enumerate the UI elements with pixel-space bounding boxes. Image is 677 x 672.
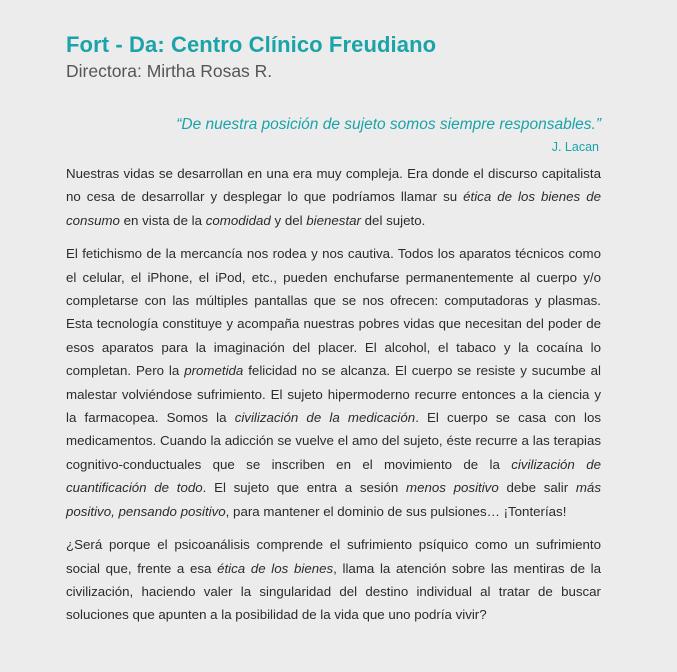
italic-span: comodidad [205, 212, 271, 228]
director-subtitle: Directora: Mirtha Rosas R. [66, 61, 273, 81]
text-span: debe salir [498, 480, 576, 496]
page-title: Fort - Da: Centro Clínico Freudiano [66, 32, 437, 57]
italic-span: civilización de la medicación [234, 410, 416, 426]
italic-span: ética de los bienes de consumo [66, 189, 601, 228]
text-span: Nuestras vidas se desarrollan en una era muy compleja. Era donde el discurso capitalista no cesa de desarrollar y desplegar lo que podríamos llamar su [66, 166, 601, 205]
article-body [66, 162, 601, 637]
text-span: del sujeto. [360, 212, 426, 228]
text-span: . El sujeto que entra a sesión [202, 480, 407, 496]
italic-span: menos positivo [406, 480, 499, 496]
italic-span: bienestar [306, 212, 361, 228]
paragraph-2 [66, 242, 601, 523]
text-span: ¿Será porque el psicoanálisis comprende el sufrimiento psíquico como un sufrimiento social que, frente a esa [66, 537, 601, 576]
text-span: , llama la atención sobre las mentiras de la civilización, haciendo valer la singularidad del destino individual al tratar de buscar soluciones que apunten a la posibilidad de la vida que uno podría vivir? [66, 560, 601, 623]
italic-span: prometida [184, 363, 244, 379]
italic-span: más positivo, pensando positivo [66, 480, 601, 519]
text-span: , para mantener el dominio de sus pulsiones… ¡Tonterías! [225, 503, 567, 519]
text-span: El fetichismo de la mercancía nos rodea y nos cautiva. Todos los aparatos técnicos como el celular, el iPhone, el iPod, etc., pueden enchufarse permanentemente al cuerpo y/o completarse con las múltiples pantallas que se nos ofrecen: computadoras y plasmas. Esta tecnología constituye y acompaña nuestras pobres vidas que necesitan del poder de esos aparatos para la imaginación del placer. El alcohol, el tabaco y la cocaína lo completan. Pero la [66, 246, 601, 379]
italic-span: civilización de cuantificación de todo [66, 456, 601, 496]
paragraph-1 [66, 162, 601, 232]
text-span: felicidad no se alcanza. El cuerpo se resiste y sucumbe al malestar volviéndose sufrimiento. El sujeto hipermoderno recurre entonces a la ciencia y la farmacopea. Somos la [66, 363, 602, 426]
epigraph-author: J. Lacan [551, 140, 599, 154]
text-span: en vista de la [119, 212, 206, 228]
paragraph-3 [66, 533, 601, 627]
text-span: . El cuerpo se casa con los medicamentos. Cuando la adicción se vuelve el amo del sujeto, éste recurre a las terapias cognitivo-conductuales que se inscriben en el movimiento de la [66, 410, 601, 472]
epigraph-quote: “De nuestra posición de sujeto somos siempre responsables.” [176, 116, 601, 133]
italic-span: ética de los bienes [217, 560, 334, 576]
text-span: y del [270, 212, 307, 228]
